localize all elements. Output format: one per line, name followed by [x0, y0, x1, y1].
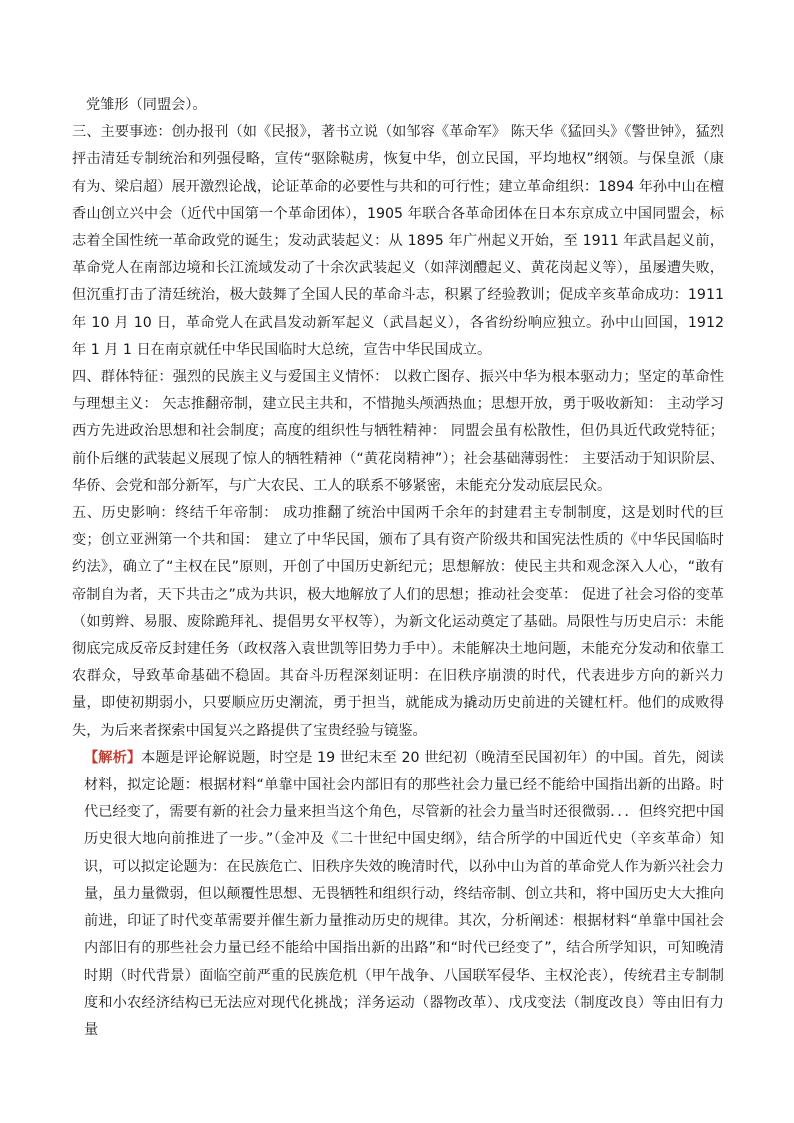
paragraph-group-features: 四、群体特征：强烈的民族主义与爱国主义情怀： 以救亡图存、振兴中华为根本驱动力；坚定的革命性与理想主义： 矢志推翻帝制，建立民主共和，不惜抛头颅洒热血；思想开放，勇于吸收新知： 主动学习西方先进政治思想和社会制度；高度的组织性与牺牲精神： 同盟会虽有松散性，但仍具近代政党特征；前仆后继的武装起义展现了惊人的牺牲精神（“黄花岗精神”）；社会基础薄弱性： 主要活动于知识阶层、华侨、会党和部分新军，与广大农民、工人的联系不够紧密，未能充分发动底层民众。 — [72, 369, 724, 494]
analysis-section — [72, 745, 724, 1044]
analysis-tag: 【解析】 — [84, 749, 142, 766]
paragraph-intro-continuation: 党雏形（同盟会）。 — [86, 97, 207, 113]
paragraph-historical-impact: 五、历史影响：终结千年帝制： 成功推翻了统治中国两千余年的封建君主专制制度，这是划时代的巨变；创立亚洲第一个共和国： 建立了中华民国，颁布了具有资产阶级共和国宪法性质的《中华民国临时约法》，确立了“主权在民”原则，开创了中国历史新纪元；思想解放：使民主共和观念深入人心，“敢有帝制自为者，天下共击之”成为共识，极大地解放了人们的思想；推动社会变革： 促进了社会习俗的变革（如剪辫、易服、废除跪拜礼、提倡男女平权等），为新文化运动奠定了基础。局限性与历史启示：未能彻底完成反帝反封建任务（政权落入袁世凯等旧势力手中）。未能解决土地问题，未能充分发动和依靠工农群众，导致革命基础不稳固。其奋斗历程深刻证明：在旧秩序崩溃的时代，代表进步方向的新兴力量，即使初期弱小，只要顺应历史潮流，勇于担当，就能成为撬动历史前进的关键杠杆。他们的成败得失，为后来者探索中国复兴之路提供了宝贵经验与镜鉴。 — [72, 505, 724, 739]
paragraph-main-deeds: 三、主要事迹：创办报刊（如《民报》，著书立说（如邹容《革命军》 陈天华《猛回头》《警世钟》，猛烈抨击清廷专制统治和列强侵略，宣传“驱除鞑虏，恢复中华，创立民国，平均地权”纲领。与保皇派（康有为、梁启超）展开激烈论战，论证革命的必要性与共和的可行性；建立革命组织：1894 年孙中山在檀香山创立兴中会（近代中国第一个革命团体），1905 年联合各革命团体在日本东京成立中国同盟会，标志着全国性统一革命政党的诞生；发动武装起义：从 1895 年广州起义开始，至 1911 年武昌起义前，革命党人在南部边境和长江流域发动了十余次武装起义（如萍浏醴起义、黄花岗起义等），虽屡遭失败，但沉重打击了清廷统治，极大鼓舞了全国人民的革命斗志，积累了经验教训；促成辛亥革命成功：1911 年 10 月 10 日，革命党人在武昌发动新军起义（武昌起义），各省纷纷响应独立。孙中山回国，1912 年 1 月 1 日在南京就任中华民国临时大总统，宣告中华民国成立。 — [72, 124, 724, 358]
analysis-text: 本题是评论解说题，时空是 19 世纪末至 20 世纪初（晚清至民国初年）的中国。首先，阅读材料，拟定论题：根据材料“单靠中国社会内部旧有的那些社会力量已经不能给中国指出新的出路。时代已经变了，需要有新的社会力量来担当这个角色，尽管新的社会力量当时还很微弱．．．但终究把中国历史很大地向前推进了一步。”（金冲及《二十世纪中国史纲》，结合所学的中国近代史（辛亥革命）知识，可以拟定论题为：在民族危亡、旧秩序失效的晚清时代，以孙中山为首的革命党人作为新兴社会力量，虽力量微弱，但以颠覆性思想、无畏牺牲和组织行动，终结帝制、创立共和，将中国历史大大推向前进，印证了时代变革需要并催生新力量推动历史的规律。其次，分析阐述：根据材料“单靠中国社会内部旧有的那些社会力量已经不能给中国指出新的出路”和“时代已经变了”，结合所学知识，可知晚清时期（时代背景）面临空前严重的民族危机（甲午战争、八国联军侵华、主权沦丧），传统君主专制制度和小农经济结构已无法应对现代化挑战；洋务运动（器物改革）、戊戌变法（制度改良）等由旧有力量 — [84, 749, 724, 1038]
